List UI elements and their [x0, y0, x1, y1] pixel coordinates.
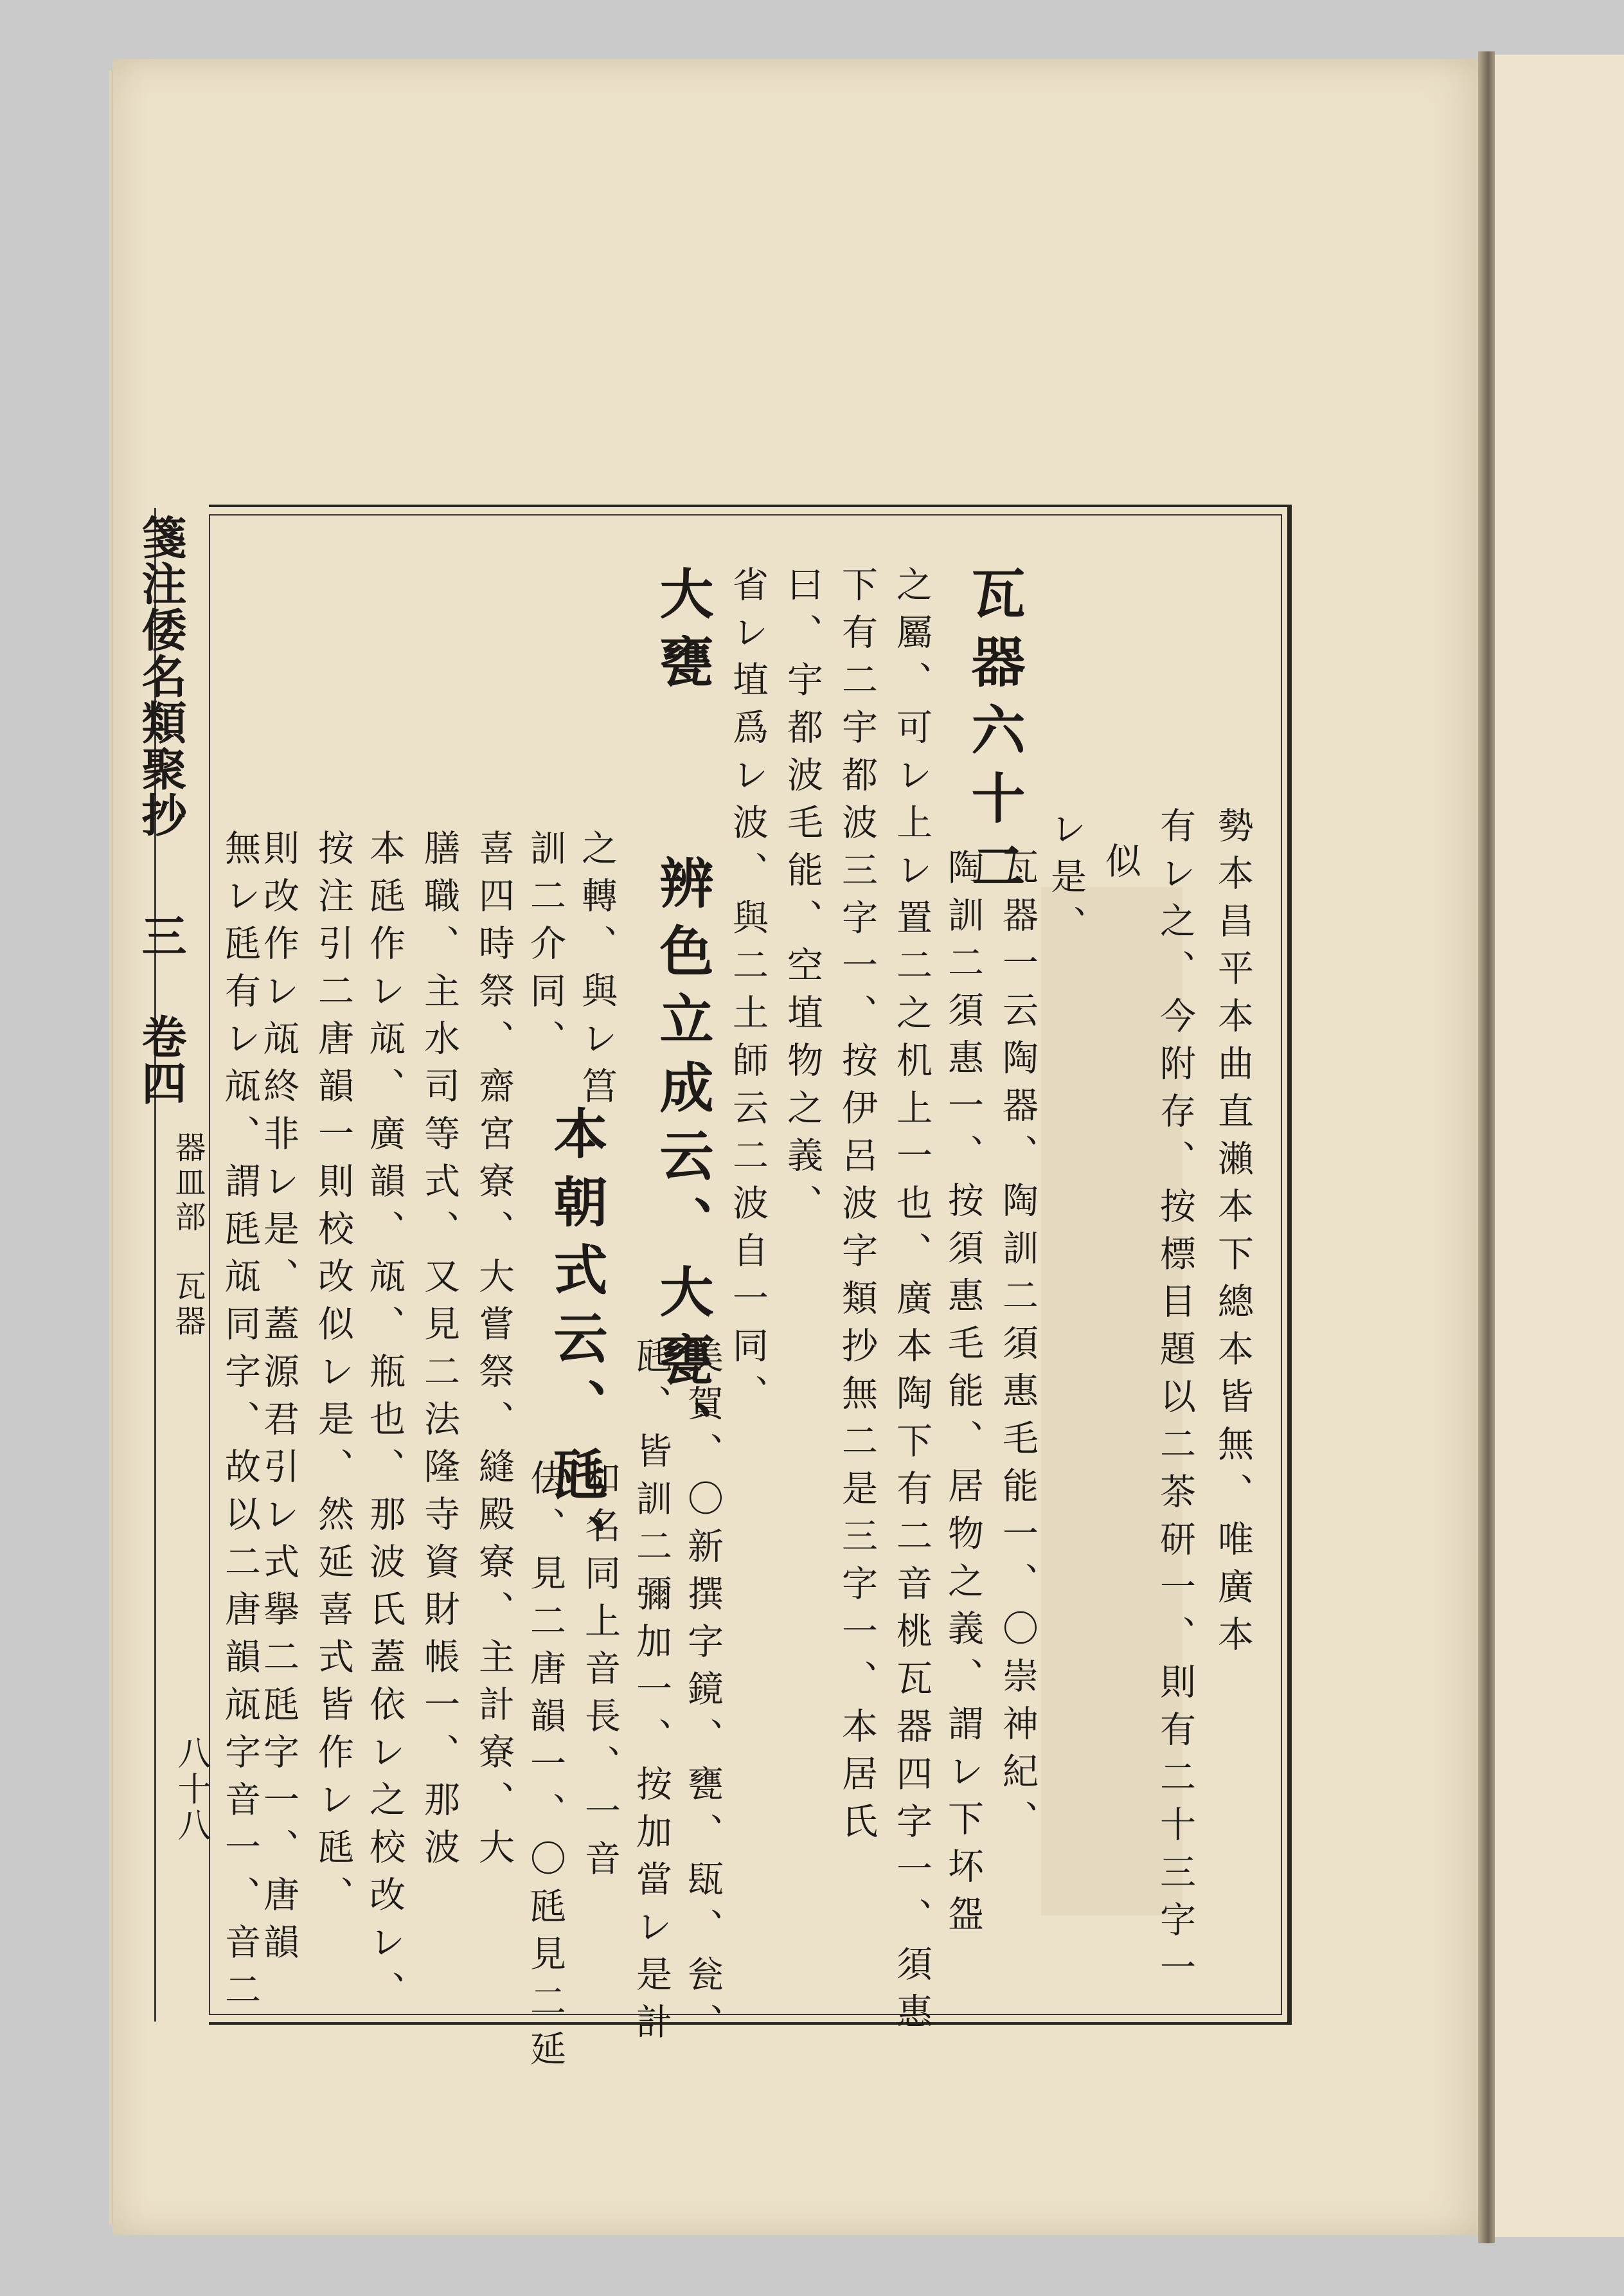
note-column-5: 和名同上音長、一音	[579, 1459, 621, 1887]
text-column-4: レ是、	[1045, 810, 1087, 953]
text-column-2: 有レ之、今附存、按標目題以二茶研一、則有二十三字一	[1154, 807, 1196, 1996]
text-column-16: 膳職、主水司等式、又見二法隆寺資財帳一、那波	[418, 829, 460, 1876]
heading-wakaki: 瓦器六十二	[963, 566, 1026, 906]
text-column-18: 按注引二唐韻一則校改似レ是、然延喜式皆作レ瓱、	[312, 829, 354, 1923]
heading-honchoshiki: 本朝式云、瓱、	[545, 1106, 609, 1583]
text-column-1: 勢本昌平本曲直瀨本下總本皆無、唯廣本	[1212, 807, 1254, 1663]
note-column-6: 佉、見二唐韻一、〇瓱見二延	[524, 1459, 566, 2077]
text-column-15: 喜四時祭、齋宮寮、大嘗祭、縫殿寮、主計寮、大	[473, 829, 515, 1876]
page-number: 八十八	[172, 1735, 210, 1843]
note-column-1: 瓦器一云陶器、陶訓二須惠毛能一、〇崇神紀、	[997, 848, 1039, 1847]
book-gutter	[1478, 51, 1495, 2243]
text-column-20: 無レ瓱有レ㼚、謂瓱㼚同字、故以二唐韻㼚字音一、音二	[219, 829, 261, 2018]
text-column-11: 之轉、與レ筥	[576, 829, 618, 1115]
volume-label: 三 卷四	[134, 913, 188, 1106]
note-column-3: 美賀、〇新撰字鏡、甕、瓺、瓮、	[682, 1337, 724, 2050]
note-column-4: 瓱、皆訓二彌加一、按加當レ是計	[630, 1337, 672, 2050]
text-column-17: 本瓱作レ㼚、廣韻、㼚、瓶也、那波氏蓋依レ之校改レ、	[364, 829, 406, 2018]
facing-page	[1495, 55, 1624, 2237]
text-column-12: 訓二介同、	[524, 829, 566, 1067]
section-label: 器皿部 瓦器	[170, 1131, 206, 1340]
text-column-19: 則改作レ㼚終非レ是、蓋源君引レ式擧二瓱字一、唐韻	[258, 829, 299, 1971]
text-column-9: 省レ埴爲レ波、與二土師云二波自一同、	[727, 566, 769, 1422]
text-column-6: 之屬、可レ上レ置二之机上一也、廣本陶下有二音桃瓦器四字一、須惠	[891, 566, 932, 2040]
text-column-7: 下有二宇都波三字一、按伊呂波字類抄無二是三字一、本居氏	[836, 566, 878, 1850]
text-column-3: 似	[1100, 842, 1141, 890]
heading-daiou: 大甕	[651, 566, 715, 702]
text-column-8: 曰、宇都波毛能、空埴物之義、	[781, 566, 823, 1232]
note-column-2: 陶訓二須惠一、按須惠毛能、居物之義、謂レ下坏盌	[942, 848, 984, 1942]
heading-benshiki: 辨色立成云、大甕、	[651, 855, 715, 1468]
book-title: 箋注倭名類聚抄	[134, 514, 188, 838]
